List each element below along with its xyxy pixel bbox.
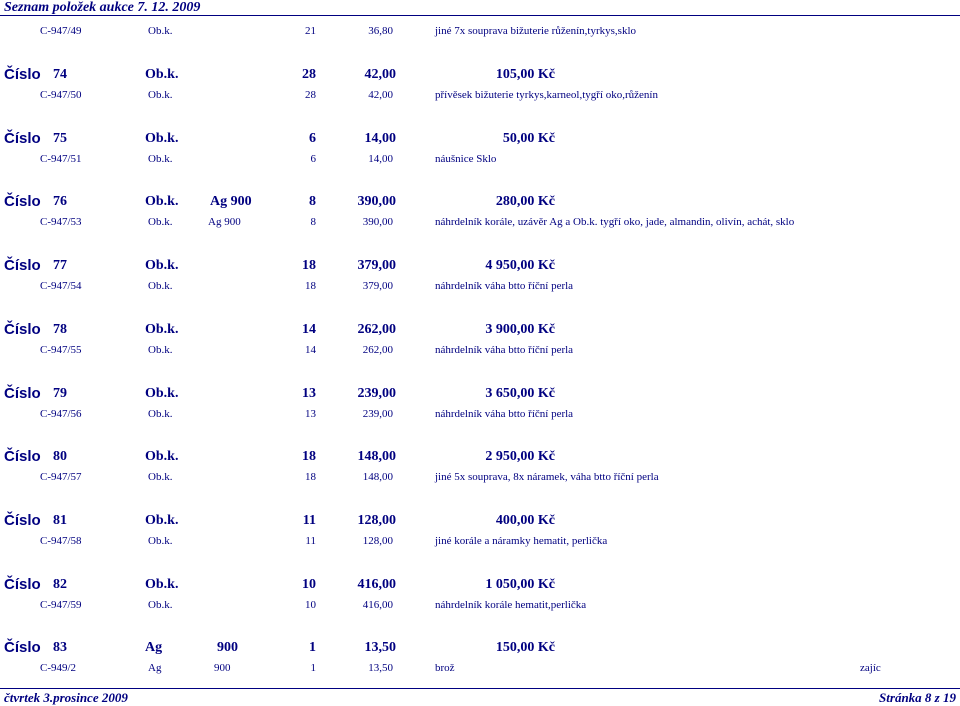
- lot-weight: 148,00: [357, 449, 396, 465]
- item-code: C-949/2: [40, 662, 77, 675]
- lot-header-row: [0, 448, 960, 466]
- lot-unit: Ob.k.: [145, 67, 179, 82]
- lot-header-row: [0, 257, 960, 275]
- item-weight: 379,00: [362, 280, 393, 293]
- lot-number: 78: [53, 321, 67, 337]
- lot-weight: 13,50: [364, 640, 396, 656]
- item-quantity: 14: [305, 343, 316, 356]
- item-unit: Ag: [148, 662, 162, 675]
- item-description: brož: [435, 662, 455, 675]
- item-description: náhrdelník váha btto říční perla: [435, 343, 574, 356]
- item-quantity: 1: [310, 662, 316, 675]
- lot-quantity: 18: [302, 449, 316, 465]
- item-code: C-947/54: [40, 280, 82, 293]
- item-weight: 239,00: [362, 407, 393, 420]
- item-detail-row: [0, 213, 960, 231]
- lot-unit: Ob.k.: [145, 258, 179, 274]
- item-unit: Ob.k.: [148, 407, 173, 420]
- lot-quantity: 28: [302, 67, 316, 82]
- item-unit: Ob.k.: [148, 216, 173, 229]
- lot-label: Číslo: [4, 66, 41, 83]
- item-weight: 390,00: [362, 216, 393, 229]
- lot-label: Číslo: [4, 320, 41, 338]
- lot-quantity: 8: [309, 194, 316, 210]
- lot-label: Číslo: [4, 384, 41, 402]
- item-unit: Ob.k.: [148, 280, 173, 293]
- item-detail-row: [0, 468, 960, 486]
- footer-date: čtvrtek 3.prosince 2009: [4, 690, 128, 705]
- lot-price: 2 950,00 Kč: [485, 449, 555, 465]
- item-unit: Ob.k.: [148, 89, 173, 101]
- item-weight: 14,00: [368, 152, 393, 165]
- lot-number: 79: [53, 385, 67, 401]
- item-code: C-947/53: [40, 216, 82, 229]
- lot-price: 150,00 Kč: [495, 640, 555, 656]
- header-rule: [0, 15, 960, 16]
- lot-header-row: [0, 385, 960, 403]
- item-code: C-947/50: [40, 89, 82, 101]
- item-detail-row: [0, 150, 960, 168]
- item-weight: 42,00: [368, 89, 393, 101]
- lot-label: Číslo: [4, 129, 41, 147]
- lot-fineness: 900: [217, 640, 238, 656]
- lot-price: 4 950,00 Kč: [485, 258, 555, 274]
- item-unit: Ob.k.: [148, 471, 173, 484]
- item-description: přívěsek bižuterie tyrkys,karneol,tygří oko,růženín: [435, 89, 658, 101]
- lot-header-row: [0, 193, 960, 211]
- lot-weight: 379,00: [357, 258, 396, 274]
- item-code: C-947/51: [40, 152, 82, 165]
- lot-weight: 416,00: [357, 576, 396, 592]
- item-weight: 148,00: [362, 471, 393, 484]
- lot-unit: Ob.k.: [145, 194, 179, 210]
- lot-price: 50,00 Kč: [502, 130, 555, 146]
- lot-unit: Ob.k.: [145, 385, 179, 401]
- lot-number: 83: [53, 640, 67, 656]
- lot-unit: Ob.k.: [145, 576, 179, 592]
- lot-label: Číslo: [4, 257, 41, 275]
- lot-unit: Ob.k.: [145, 449, 179, 465]
- lot-unit: Ag: [145, 640, 163, 656]
- lot-weight: 262,00: [357, 321, 396, 337]
- item-description: náhrdelník váha btto říční perla: [435, 407, 574, 420]
- item-weight: 416,00: [362, 598, 393, 611]
- lot-unit: Ob.k.: [145, 130, 179, 146]
- item-detail-row: [0, 659, 960, 677]
- item-weight: 36,80: [368, 25, 393, 37]
- lot-number: 81: [53, 512, 67, 528]
- item-quantity: 21: [305, 25, 316, 37]
- lot-quantity: 1: [309, 640, 316, 656]
- item-description: náhrdelník korále, uzávěr Ag a Ob.k. tygří oko, jade, almandin, olivín, achát, sklo: [435, 216, 795, 229]
- item-detail-row: [0, 596, 960, 614]
- item-quantity: 28: [305, 89, 316, 101]
- item-detail-row: [0, 22, 960, 40]
- item-unit: Ob.k.: [148, 25, 173, 37]
- item-code: C-947/55: [40, 343, 82, 356]
- lot-header-row: [0, 321, 960, 339]
- lot-quantity: 11: [302, 512, 316, 528]
- footer-page-number: Stránka 8 z 19: [879, 690, 956, 705]
- lot-number: 80: [53, 449, 67, 465]
- lot-number: 77: [53, 258, 67, 274]
- item-description: náhrdelník váha btto říční perla: [435, 280, 574, 293]
- lot-number: 74: [53, 67, 67, 82]
- lot-quantity: 18: [302, 258, 316, 274]
- item-description: jiné 7x souprava bižuterie růženín,tyrkys,sklo: [435, 25, 637, 37]
- lot-header-row: [0, 576, 960, 594]
- item-quantity: 10: [305, 598, 316, 611]
- lot-material: Ag 900: [210, 194, 252, 210]
- item-unit: Ob.k.: [148, 343, 173, 356]
- item-note: zajíc: [860, 662, 881, 675]
- lot-number: 82: [53, 576, 67, 592]
- item-description: náhrdelník korále hematit,perlička: [435, 598, 587, 611]
- item-code: C-947/56: [40, 407, 82, 420]
- item-quantity: 11: [305, 534, 316, 547]
- item-code: C-947/58: [40, 534, 82, 547]
- lot-quantity: 14: [302, 321, 316, 337]
- lot-weight: 390,00: [357, 194, 396, 210]
- item-description: náušnice Sklo: [435, 152, 497, 165]
- item-quantity: 8: [310, 216, 316, 229]
- lot-header-row: [0, 639, 960, 657]
- lot-label: Číslo: [4, 575, 41, 593]
- item-detail-row: [0, 86, 960, 104]
- item-quantity: 13: [305, 407, 316, 420]
- lot-weight: 42,00: [364, 67, 396, 82]
- item-fineness: 900: [214, 662, 231, 675]
- page-header-title: Seznam položek aukce 7. 12. 2009: [4, 0, 201, 15]
- item-unit: Ob.k.: [148, 152, 173, 165]
- item-unit: Ob.k.: [148, 534, 173, 547]
- item-detail-row: [0, 532, 960, 550]
- lot-price: 3 650,00 Kč: [485, 385, 555, 401]
- item-detail-row: [0, 277, 960, 295]
- item-quantity: 18: [305, 280, 316, 293]
- lot-price: 3 900,00 Kč: [485, 321, 555, 337]
- item-description: jiné 5x souprava, 8x náramek, váha btto říční perla: [435, 471, 659, 484]
- lot-label: Číslo: [4, 193, 41, 211]
- item-quantity: 18: [305, 471, 316, 484]
- lot-number: 75: [53, 130, 67, 146]
- item-material: Ag 900: [208, 216, 241, 229]
- lot-price: 105,00 Kč: [495, 67, 555, 82]
- item-code: C-947/49: [40, 25, 82, 37]
- lot-unit: Ob.k.: [145, 512, 179, 528]
- item-detail-row: [0, 341, 960, 359]
- item-code: C-947/59: [40, 598, 82, 611]
- lot-number: 76: [53, 194, 67, 210]
- item-weight: 128,00: [362, 534, 393, 547]
- lot-unit: Ob.k.: [145, 321, 179, 337]
- lot-weight: 128,00: [357, 512, 396, 528]
- lot-quantity: 13: [302, 385, 316, 401]
- lot-price: 280,00 Kč: [495, 194, 555, 210]
- item-quantity: 6: [310, 152, 316, 165]
- lot-label: Číslo: [4, 511, 41, 529]
- lot-header-row: [0, 512, 960, 530]
- lot-label: Číslo: [4, 448, 41, 466]
- lot-quantity: 6: [309, 130, 316, 146]
- item-description: jiné korále a náramky hematit, perlička: [435, 534, 608, 547]
- lot-quantity: 10: [302, 576, 316, 592]
- item-weight: 262,00: [362, 343, 393, 356]
- item-code: C-947/57: [40, 471, 82, 484]
- footer-rule: [0, 688, 960, 689]
- lot-weight: 14,00: [364, 130, 396, 146]
- lot-header-row: [0, 66, 960, 84]
- lot-header-row: [0, 130, 960, 148]
- lot-label: Číslo: [4, 639, 41, 657]
- item-unit: Ob.k.: [148, 598, 173, 611]
- lot-price: 1 050,00 Kč: [485, 576, 555, 592]
- item-weight: 13,50: [368, 662, 393, 675]
- item-detail-row: [0, 405, 960, 423]
- lot-weight: 239,00: [357, 385, 396, 401]
- lot-price: 400,00 Kč: [495, 512, 555, 528]
